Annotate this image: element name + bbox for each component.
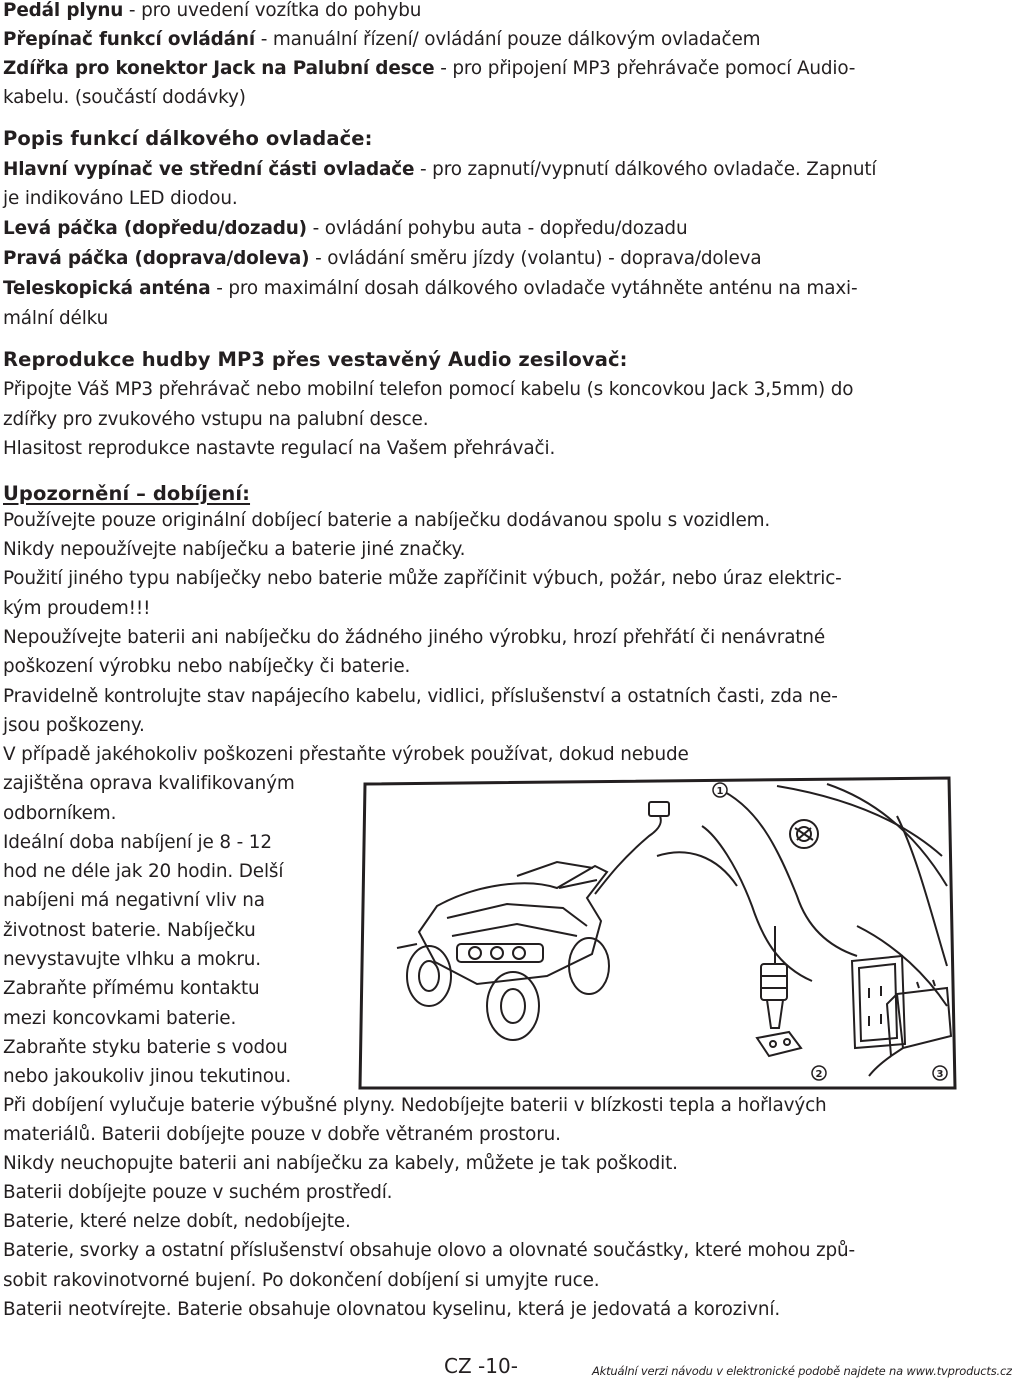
description: - pro zapnutí/vypnutí dálkového ovladače. Zapnutí bbox=[414, 159, 877, 180]
step-3-text: 3 bbox=[936, 1069, 944, 1080]
charging-line: Zabraňte přímému kontaktu bbox=[3, 978, 260, 999]
step-2-label bbox=[812, 1066, 826, 1080]
charging-line: nevystavujte vlhku a mokru. bbox=[3, 949, 261, 970]
description: - pro maximální dosah dálkového ovladače vytáhněte anténu na maxi- bbox=[210, 278, 858, 299]
charging-line: Použití jiného typu nabíječky nebo baterie může zapříčinit výbuch, požár, nebo úraz elektric- bbox=[3, 568, 842, 589]
charging-line: nebo jakoukoliv jinou tekutinou. bbox=[3, 1066, 292, 1087]
description: - ovládání směru jízdy (volantu) - doprava/doleva bbox=[309, 248, 762, 269]
charging-line: Nikdy neuchopujte baterii ani nabíječku za kabely, můžete je tak poškodit. bbox=[3, 1153, 678, 1174]
charger-cable bbox=[595, 814, 661, 894]
charging-line: odborníkem. bbox=[3, 803, 117, 824]
charging-heading: Upozornění – dobíjení: bbox=[3, 482, 251, 505]
charging-line: Zabraňte styku baterie s vodou bbox=[3, 1037, 288, 1058]
term: Levá páčka (dopředu/dozadu) bbox=[3, 218, 307, 239]
description: - pro uvedení vozítka do pohybu bbox=[123, 0, 422, 21]
term: Přepínač funkcí ovládání bbox=[3, 29, 256, 50]
term: Zdířka pro konektor Jack na Palubní desce bbox=[3, 58, 435, 79]
charging-line: Baterie, svorky a ostatní příslušenství obsahuje olovo a olovnaté součástky, které mohou způ- bbox=[3, 1240, 856, 1261]
charging-line: kým proudem!!! bbox=[3, 598, 151, 619]
line-led: je indikováno LED diodou. bbox=[3, 188, 238, 209]
step-2-text: 2 bbox=[815, 1069, 823, 1080]
line-antenna-cont: mální délku bbox=[3, 308, 109, 329]
footer-note: Aktuální verzi návodu v elektronické podobě najdete na www.tvproducts.cz bbox=[592, 1364, 1012, 1378]
mp3-line-3: Hlasitost reprodukce nastavte regulací na Vašem přehrávači. bbox=[3, 438, 556, 459]
connector-detail-drawing bbox=[757, 926, 801, 1056]
line-control-switch bbox=[3, 29, 760, 51]
charging-line: Pravidelně kontrolujte stav napájecího kabelu, vidlici, příslušenství a ostatních časti, zda ne- bbox=[3, 686, 838, 707]
step-1-text: 1 bbox=[716, 786, 724, 797]
term: Pravá páčka (doprava/doleva) bbox=[3, 248, 310, 269]
charging-line: jsou poškozeny. bbox=[3, 715, 145, 736]
charging-line: Při dobíjení vylučuje baterie výbušné plyny. Nedobíjejte baterii v blízkosti tepla a hořlavých bbox=[3, 1095, 827, 1116]
cable-connector bbox=[649, 802, 669, 816]
charging-line: Používejte pouze originální dobíjecí baterie a nabíječku dodávanou spolu s vozidlem. bbox=[3, 510, 771, 531]
step-1-label bbox=[713, 783, 727, 797]
line-antenna bbox=[3, 278, 858, 300]
toy-car-drawing bbox=[397, 862, 609, 1040]
charging-line: hod ne déle jak 20 hodin. Delší bbox=[3, 861, 284, 882]
description: - ovládání pohybu auta - dopředu/dozadu bbox=[306, 218, 688, 239]
line-left-lever bbox=[3, 218, 687, 240]
mp3-heading: Reprodukce hudby MP3 přes vestavěný Audio zesilovač: bbox=[3, 348, 628, 371]
description: - manuální řízení/ ovládání pouze dálkovým ovladačem bbox=[255, 29, 761, 50]
mp3-line-1: Připojte Váš MP3 přehrávač nebo mobilní telefon pomocí kabelu (s koncovkou Jack 3,5mm) do bbox=[3, 379, 854, 400]
charging-line: mezi koncovkami baterie. bbox=[3, 1008, 237, 1029]
charging-line: životnost baterie. Nabíječku bbox=[3, 920, 256, 941]
step-3-label bbox=[933, 1066, 947, 1080]
term: Hlavní vypínač ve střední části ovladače bbox=[3, 159, 415, 180]
line-right-lever bbox=[3, 248, 761, 270]
charging-line: Baterie, které nelze dobít, nedobíjejte. bbox=[3, 1211, 351, 1232]
charging-line: sobit rakovinotvorné bujení. Po dokončení dobíjení si umyjte ruce. bbox=[3, 1270, 600, 1291]
remote-heading: Popis funkcí dálkového ovladače: bbox=[3, 127, 373, 150]
charging-line: Baterii neotvírejte. Baterie obsahuje olovnatou kyselinu, která je jedovatá a korozivní. bbox=[3, 1299, 781, 1320]
description: - pro připojení MP3 přehrávače pomocí Audio- bbox=[434, 58, 856, 79]
page-number: CZ -10- bbox=[444, 1354, 518, 1378]
charging-line: Nikdy nepoužívejte nabíječku a baterie jiné značky. bbox=[3, 539, 466, 560]
charging-line: Ideální doba nabíjení je 8 - 12 bbox=[3, 832, 272, 853]
charging-line: nabíjeni má negativní vliv na bbox=[3, 890, 265, 911]
charging-line: materiálů. Baterii dobíjejte pouze v dobře větraném prostoru. bbox=[3, 1124, 561, 1145]
charging-illustration bbox=[357, 776, 958, 1093]
term: Teleskopická anténa bbox=[3, 278, 211, 299]
charging-line: V případě jakéhokoliv poškozeni přestaňte výrobek používat, dokud nebude bbox=[3, 744, 689, 765]
charging-line: zajištěna oprava kvalifikovaným bbox=[3, 773, 295, 794]
charging-line: Nepoužívejte baterii ani nabíječku do žádného jiného výrobku, hrozí přehřátí či nenávratné bbox=[3, 627, 826, 648]
line-main-switch bbox=[3, 159, 876, 181]
term: Pedál plynu bbox=[3, 0, 124, 21]
charging-line: Baterii dobíjejte pouze v suchém prostředí. bbox=[3, 1182, 393, 1203]
charging-illustration-svg bbox=[357, 776, 958, 1093]
mp3-line-2: zdířky pro zvukového vstupu na palubní desce. bbox=[3, 409, 429, 430]
line-jack-socket bbox=[3, 58, 855, 80]
charging-line: poškození výrobku nebo nabíječky či baterie. bbox=[3, 656, 411, 677]
line-jack-socket-cont: kabelu. (součástí dodávky) bbox=[3, 87, 246, 108]
line-accelerator-pedal bbox=[3, 0, 421, 22]
